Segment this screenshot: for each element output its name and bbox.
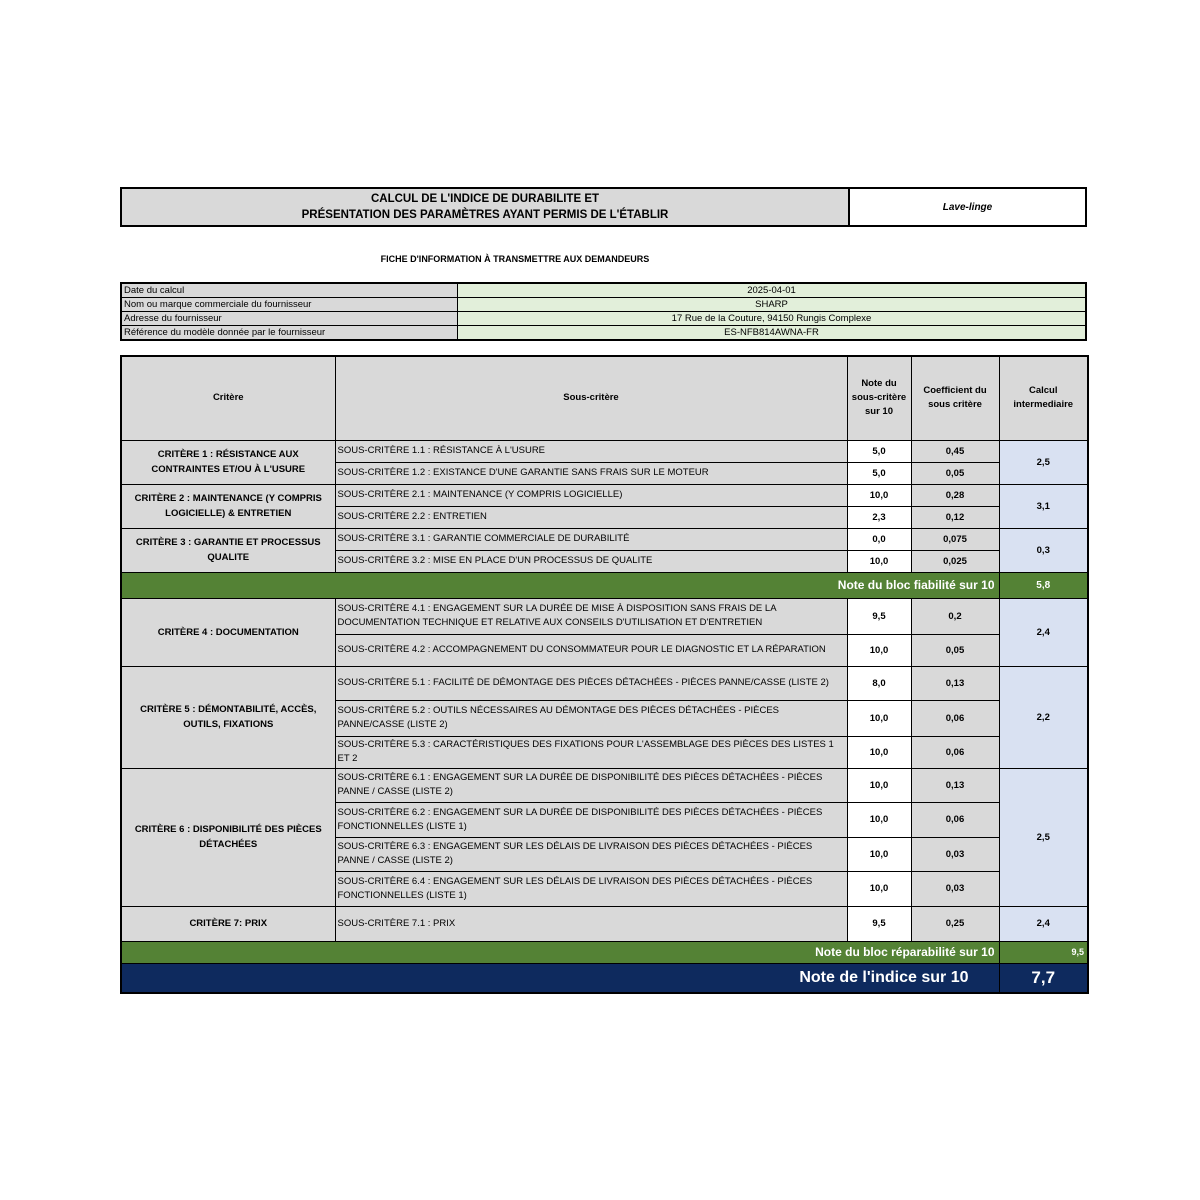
- criterion-calc: 2,4: [999, 906, 1088, 941]
- criterion-name: CRITÈRE 4 : DOCUMENTATION: [121, 598, 335, 666]
- info-value: 2025-04-01: [458, 283, 1087, 298]
- sub-criterion-note: 10,0: [847, 484, 911, 506]
- sub-criterion-label: SOUS-CRITÈRE 3.1 : GARANTIE COMMERCIALE DE DURABILITÉ: [335, 528, 847, 550]
- sub-criterion-coef: 0,05: [911, 462, 999, 484]
- sub-criterion-label: SOUS-CRITÈRE 6.2 : ENGAGEMENT SUR LA DURÉE DE DISPONIBILITÉ DES PIÈCES DÉTACHÉES - PIÈCES FONCTIONNELLES (LISTE 1): [335, 802, 847, 837]
- table-row: [121, 484, 1088, 506]
- col-header-calc: Calcul intermediaire: [999, 356, 1088, 440]
- criterion-calc: 3,1: [999, 484, 1088, 528]
- sub-criterion-note: 10,0: [847, 736, 911, 768]
- indice-row: [121, 963, 1088, 993]
- sub-criterion-coef: 0,12: [911, 506, 999, 528]
- sub-criterion-coef: 0,13: [911, 768, 999, 802]
- sub-criterion-note: 10,0: [847, 634, 911, 666]
- bloc-fiabilite-row: [121, 572, 1088, 598]
- sub-criterion-coef: 0,45: [911, 440, 999, 462]
- product-type: Lave-linge: [942, 201, 993, 213]
- sub-criterion-coef: 0,06: [911, 700, 999, 736]
- info-value: SHARP: [458, 298, 1087, 312]
- indice-value: 7,7: [999, 963, 1088, 993]
- criterion-calc: 2,4: [999, 598, 1088, 666]
- sub-criterion-note: 10,0: [847, 802, 911, 837]
- criterion-name: CRITÈRE 7: PRIX: [121, 906, 335, 941]
- sub-criterion-note: 10,0: [847, 700, 911, 736]
- bloc-fiabilite-label: Note du bloc fiabilité sur 10: [121, 572, 999, 598]
- sub-criterion-label: SOUS-CRITÈRE 1.1 : RÉSISTANCE À L'USURE: [335, 440, 847, 462]
- info-row: [121, 283, 1086, 298]
- col-header-critere: Critère: [121, 356, 335, 440]
- sub-criterion-label: SOUS-CRITÈRE 6.3 : ENGAGEMENT SUR LES DÉLAIS DE LIVRAISON DES PIÈCES DÉTACHÉES - PIÈCES PANNE / CASSE (LISTE 2): [335, 837, 847, 871]
- title-line-2: PRÉSENTATION DES PARAMÈTRES AYANT PERMIS DE L'ÉTABLIR: [301, 209, 669, 221]
- sub-criterion-coef: 0,06: [911, 736, 999, 768]
- sub-criterion-label: SOUS-CRITÈRE 5.1 : FACILITÉ DE DÉMONTAGE DES PIÈCES DÉTACHÉES - PIÈCES PANNE/CASSE (LISTE 2): [335, 666, 847, 700]
- durability-table: [120, 355, 1089, 994]
- info-value: ES-NFB814AWNA-FR: [458, 326, 1087, 341]
- sub-criterion-label: SOUS-CRITÈRE 4.2 : ACCOMPAGNEMENT DU CONSOMMATEUR POUR LE DIAGNOSTIC ET LA RÉPARATION: [335, 634, 847, 666]
- col-header-sous-critere: Sous-critère: [335, 356, 847, 440]
- sub-criterion-note: 5,0: [847, 440, 911, 462]
- document-title: [122, 189, 850, 225]
- col-header-coef: Coefficient du sous critère: [911, 356, 999, 440]
- info-label: Référence du modèle donnée par le fournisseur: [121, 326, 458, 341]
- table-row: [121, 666, 1088, 700]
- sub-criterion-note: 8,0: [847, 666, 911, 700]
- sub-criterion-label: SOUS-CRITÈRE 5.3 : CARACTÉRISTIQUES DES FIXATIONS POUR L'ASSEMBLAGE DES PIÈCES DES LISTES 1 ET 2: [335, 736, 847, 768]
- bloc-reparabilite-label: Note du bloc réparabilité sur 10: [121, 941, 999, 963]
- fiche-title: FICHE D'INFORMATION À TRANSMETTRE AUX DEMANDEURS: [380, 254, 650, 264]
- sub-criterion-coef: 0,05: [911, 634, 999, 666]
- criterion-name: CRITÈRE 3 : GARANTIE ET PROCESSUS QUALITE: [121, 528, 335, 572]
- sub-criterion-label: SOUS-CRITÈRE 2.1 : MAINTENANCE (Y COMPRIS LOGICIELLE): [335, 484, 847, 506]
- criterion-calc: 2,5: [999, 768, 1088, 906]
- sub-criterion-note: 5,0: [847, 462, 911, 484]
- indice-label: Note de l'indice sur 10: [121, 963, 999, 993]
- sub-criterion-note: 10,0: [847, 871, 911, 906]
- sub-criterion-coef: 0,03: [911, 837, 999, 871]
- sub-criterion-label: SOUS-CRITÈRE 4.1 : ENGAGEMENT SUR LA DURÉE DE MISE À DISPOSITION SANS FRAIS DE LA DOCUMENTATION TECHNIQUE ET RELATIVE AUX CONSEILS D'UTILISATION ET D'ENTRETIEN: [335, 598, 847, 634]
- info-label: Nom ou marque commerciale du fournisseur: [121, 298, 458, 312]
- sub-criterion-note: 10,0: [847, 837, 911, 871]
- sub-criterion-note: 0,0: [847, 528, 911, 550]
- criterion-calc: 2,2: [999, 666, 1088, 768]
- sub-criterion-note: 10,0: [847, 768, 911, 802]
- info-label: Date du calcul: [121, 283, 458, 298]
- info-value: 17 Rue de la Couture, 94150 Rungis Complexe: [458, 312, 1087, 326]
- sub-criterion-label: SOUS-CRITÈRE 2.2 : ENTRETIEN: [335, 506, 847, 528]
- sub-criterion-coef: 0,2: [911, 598, 999, 634]
- sub-criterion-coef: 0,13: [911, 666, 999, 700]
- criterion-name: CRITÈRE 6 : DISPONIBILITÉ DES PIÈCES DÉTACHÉES: [121, 768, 335, 906]
- criterion-calc: 2,5: [999, 440, 1088, 484]
- sub-criterion-label: SOUS-CRITÈRE 6.1 : ENGAGEMENT SUR LA DURÉE DE DISPONIBILITÉ DES PIÈCES DÉTACHÉES - PIÈCES PANNE / CASSE (LISTE 2): [335, 768, 847, 802]
- table-row: [121, 598, 1088, 634]
- info-row: [121, 298, 1086, 312]
- sub-criterion-coef: 0,06: [911, 802, 999, 837]
- sub-criterion-coef: 0,025: [911, 550, 999, 572]
- sub-criterion-note: 9,5: [847, 906, 911, 941]
- table-row: [121, 440, 1088, 462]
- sub-criterion-note: 9,5: [847, 598, 911, 634]
- bloc-reparabilite-value: 9,5: [999, 941, 1088, 963]
- sub-criterion-label: SOUS-CRITÈRE 3.2 : MISE EN PLACE D'UN PROCESSUS DE QUALITE: [335, 550, 847, 572]
- criterion-name: CRITÈRE 1 : RÉSISTANCE AUX CONTRAINTES ET/OU À L'USURE: [121, 440, 335, 484]
- sub-criterion-label: SOUS-CRITÈRE 6.4 : ENGAGEMENT SUR LES DÉLAIS DE LIVRAISON DES PIÈCES DÉTACHÉES - PIÈCES FONCTIONNELLES (LISTE 1): [335, 871, 847, 906]
- sub-criterion-coef: 0,075: [911, 528, 999, 550]
- info-label: Adresse du fournisseur: [121, 312, 458, 326]
- table-row: [121, 906, 1088, 941]
- sub-criterion-label: SOUS-CRITÈRE 5.2 : OUTILS NÉCESSAIRES AU DÉMONTAGE DES PIÈCES DÉTACHÉES - PIÈCES PANNE/CASSE (LISTE 2): [335, 700, 847, 736]
- criterion-calc: 0,3: [999, 528, 1088, 572]
- sub-criterion-label: SOUS-CRITÈRE 7.1 : PRIX: [335, 906, 847, 941]
- sub-criterion-note: 2,3: [847, 506, 911, 528]
- bloc-fiabilite-value: 5,8: [999, 572, 1088, 598]
- supplier-info-table: [120, 282, 1087, 341]
- title-line-1: CALCUL DE L'INDICE DE DURABILITE ET: [370, 193, 600, 205]
- sub-criterion-label: SOUS-CRITÈRE 1.2 : EXISTANCE D'UNE GARANTIE SANS FRAIS SUR LE MOTEUR: [335, 462, 847, 484]
- table-row: [121, 528, 1088, 550]
- criterion-name: CRITÈRE 2 : MAINTENANCE (Y COMPRIS LOGICIELLE) & ENTRETIEN: [121, 484, 335, 528]
- table-row: [121, 768, 1088, 802]
- table-header-row: [121, 356, 1088, 440]
- sub-criterion-coef: 0,25: [911, 906, 999, 941]
- criterion-name: CRITÈRE 5 : DÉMONTABILITÉ, ACCÈS, OUTILS, FIXATIONS: [121, 666, 335, 768]
- info-row: [121, 326, 1086, 341]
- bloc-reparabilite-row: [121, 941, 1088, 963]
- sub-criterion-coef: 0,28: [911, 484, 999, 506]
- col-header-note: Note du sous-critère sur 10: [847, 356, 911, 440]
- sub-criterion-note: 10,0: [847, 550, 911, 572]
- header-box: [120, 187, 1087, 227]
- sub-criterion-coef: 0,03: [911, 871, 999, 906]
- info-row: [121, 312, 1086, 326]
